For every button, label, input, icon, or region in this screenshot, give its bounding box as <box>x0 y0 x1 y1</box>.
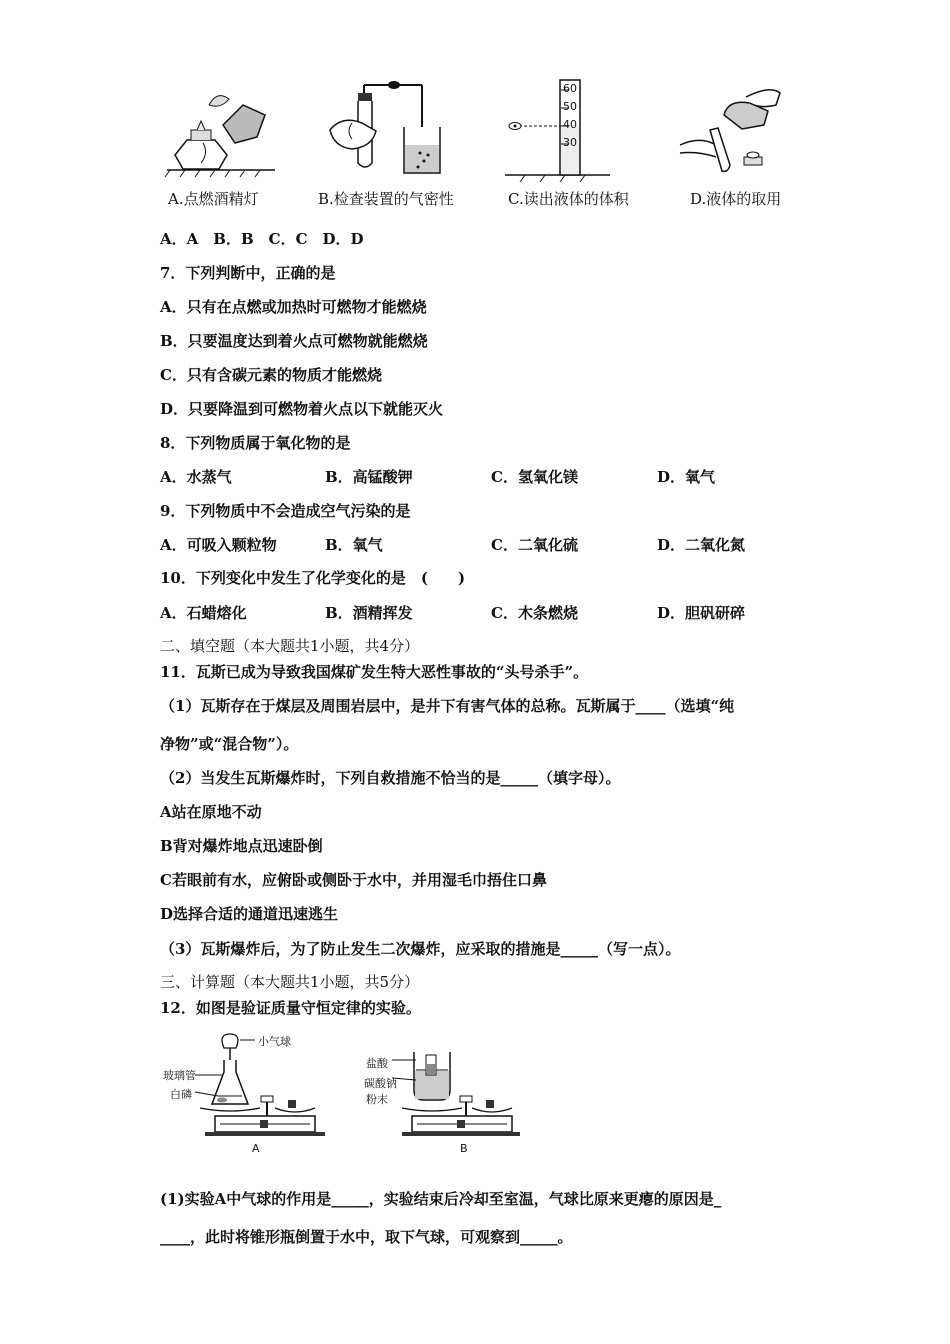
q7-option-c: C．只有含碳元素的物质才能燃烧 <box>160 366 382 384</box>
cylinder-tick-60: 60 <box>563 82 577 95</box>
figure-a-tag: A <box>252 1142 260 1155</box>
cylinder-tick-40: 40 <box>563 118 577 131</box>
figure-c-graduated-cylinder <box>505 75 615 185</box>
q10-option-c: C．木条燃烧 <box>491 604 578 622</box>
q12-figure-b <box>362 1030 522 1155</box>
label-white-phosphorus: 白磷 <box>170 1088 192 1101</box>
section3-heading: 三、计算题（本大题共1小题，共5分） <box>160 973 420 991</box>
q9-option-b: B．氧气 <box>325 536 383 554</box>
q11-option-d: D选择合适的通道迅速逃生 <box>160 905 339 923</box>
figure-c-caption: C.读出液体的体积 <box>508 190 629 208</box>
q6-options: A．A B．B C．C D．D <box>160 230 364 248</box>
q12-part1-line2: ____，此时将锥形瓶倒置于水中，取下气球，可观察到_____。 <box>160 1228 573 1246</box>
q10-option-a: A．石蜡熔化 <box>160 604 247 622</box>
figure-a-caption: A.点燃酒精灯 <box>168 190 259 208</box>
q7-option-b: B．只要温度达到着火点可燃物就能燃烧 <box>160 332 428 350</box>
q11-stem: 11．瓦斯已成为导致我国煤矿发生特大恶性事故的“头号杀手”。 <box>160 663 589 681</box>
figure-b-airtightness <box>322 75 442 180</box>
q10-option-d: D．胆矾研碎 <box>657 604 746 622</box>
label-sodium-carbonate: 碳酸钠 <box>364 1077 397 1090</box>
figure-b-caption: B.检查装置的气密性 <box>318 190 454 208</box>
q8-option-c: C．氢氧化镁 <box>491 468 578 486</box>
q7-stem: 7．下列判断中，正确的是 <box>160 264 336 282</box>
figure-a-alcohol-lamp <box>165 85 280 180</box>
q11-option-c: C若眼前有水，应俯卧或侧卧于水中，并用湿毛巾捂住口鼻 <box>160 871 547 889</box>
figure-b-tag: B <box>460 1142 468 1155</box>
q11-part3: （3）瓦斯爆炸后，为了防止发生二次爆炸，应采取的措施是_____（写一点）。 <box>160 940 681 958</box>
figure-d-liquid-pouring <box>680 85 795 180</box>
label-balloon: 小气球 <box>258 1035 291 1048</box>
label-hydrochloric-acid: 盐酸 <box>366 1057 388 1070</box>
q11-option-a: A站在原地不动 <box>160 803 262 821</box>
label-glass-tube: 玻璃管 <box>163 1069 196 1082</box>
q9-option-d: D．二氧化氮 <box>657 536 746 554</box>
q7-option-a: A．只有在点燃或加热时可燃物才能燃烧 <box>160 298 427 316</box>
q10-options <box>160 603 800 623</box>
q9-option-c: C．二氧化硫 <box>491 536 578 554</box>
q12-stem: 12．如图是验证质量守恒定律的实验。 <box>160 999 421 1017</box>
q9-option-a: A．可吸入颗粒物 <box>160 536 277 554</box>
cylinder-tick-30: 30 <box>563 136 577 149</box>
q9-options <box>160 535 800 555</box>
q8-stem: 8．下列物质属于氧化物的是 <box>160 434 351 452</box>
q8-option-d: D．氧气 <box>657 468 716 486</box>
label-powder: 粉末 <box>366 1093 388 1106</box>
q12-part1-line1: (1)实验A中气球的作用是_____，实验结束后冷却至室温，气球比原来更瘪的原因是_ <box>160 1190 722 1208</box>
q9-stem: 9．下列物质中不会造成空气污染的是 <box>160 502 411 520</box>
q11-option-b: B背对爆炸地点迅速卧倒 <box>160 837 323 855</box>
q8-options <box>160 467 800 487</box>
q8-option-b: B．高锰酸钾 <box>325 468 413 486</box>
cylinder-tick-50: 50 <box>563 100 577 113</box>
q10-option-b: B．酒精挥发 <box>325 604 413 622</box>
q8-option-a: A．水蒸气 <box>160 468 232 486</box>
q10-stem: 10．下列变化中发生了化学变化的是 ( ) <box>160 569 466 587</box>
q11-part1-line1: （1）瓦斯存在于煤层及周围岩层中，是井下有害气体的总称。瓦斯属于____（选填“纯 <box>160 697 735 715</box>
q7-option-d: D．只要降温到可燃物着火点以下就能灭火 <box>160 400 444 418</box>
q12-figure-a <box>160 1030 325 1155</box>
section2-heading: 二、填空题（本大题共1小题，共4分） <box>160 637 420 655</box>
q11-part2: （2）当发生瓦斯爆炸时，下列自救措施不恰当的是_____（填字母）。 <box>160 769 621 787</box>
figure-d-caption: D.液体的取用 <box>690 190 782 208</box>
q11-part1-line2: 净物”或“混合物”）。 <box>160 735 299 753</box>
